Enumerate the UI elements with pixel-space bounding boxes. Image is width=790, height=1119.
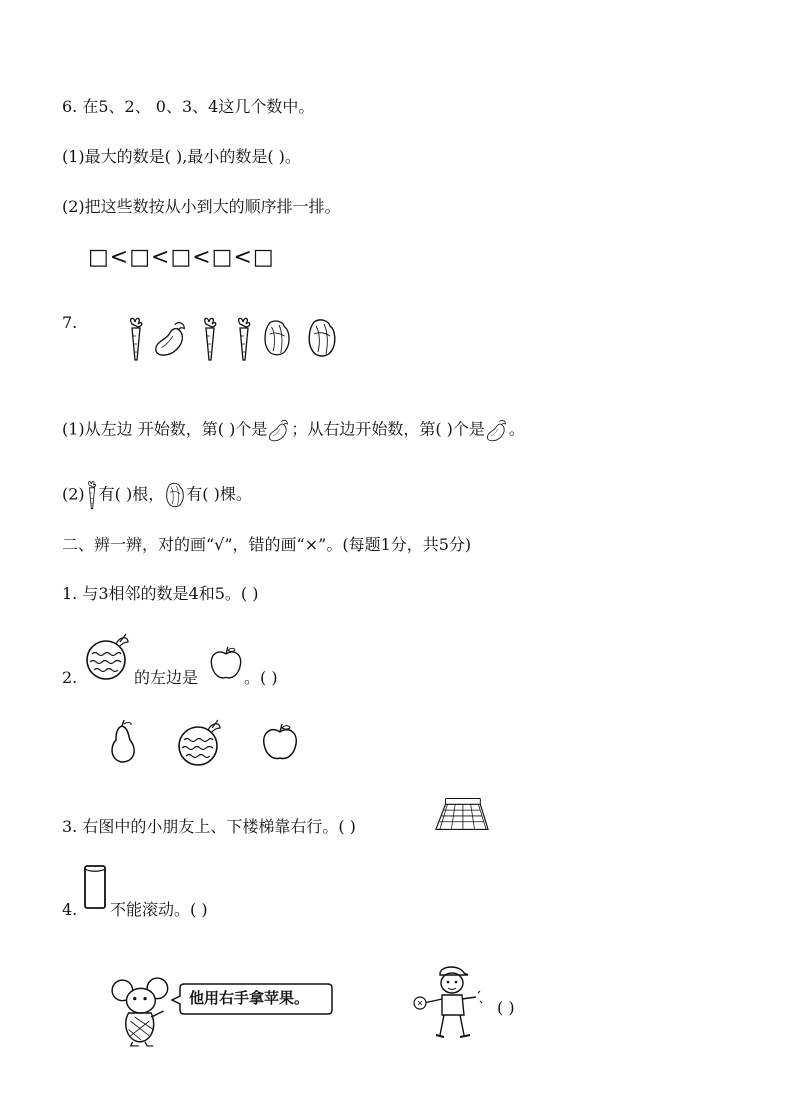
eggplant-icon xyxy=(156,323,185,355)
apple-icon xyxy=(264,724,297,758)
judge-1: 1. 与3相邻的数是4和5。( ) xyxy=(62,584,259,603)
q7-part1-end: 。 xyxy=(508,419,525,439)
carrot-icon xyxy=(85,480,99,510)
watermelon-icon xyxy=(82,632,132,682)
q7-part2-cabbage-text: 有( )棵。 xyxy=(186,484,252,504)
q6-title: 6. 在5、2、 0、3、4这几个数中。 xyxy=(62,97,315,116)
q6-part2: (2)把这些数按从小到大的顺序排一排。 xyxy=(62,197,341,216)
q7-part1-right-text: ；从右边开始数，第( )个是 xyxy=(291,419,485,439)
pear-icon xyxy=(112,720,134,762)
carrot-icon xyxy=(205,318,216,360)
q6-ordering-boxes: □<□<□<□<□ xyxy=(88,245,275,270)
boy-icon xyxy=(410,962,490,1044)
section2-heading: 二、辨一辨，对的画“√”，错的画“×”。(每题1分，共5分) xyxy=(62,535,472,554)
stairs-icon xyxy=(432,796,490,832)
cylinder-icon xyxy=(82,862,108,912)
q7-part2-carrot-text: 有( )根， xyxy=(98,484,165,504)
cabbage-icon xyxy=(309,320,335,356)
judge-4-number: 4. xyxy=(62,900,78,919)
carrot-icon xyxy=(239,318,250,360)
fruit-row xyxy=(106,718,306,768)
vegetable-row xyxy=(126,316,356,362)
speech-bubble-text: 他用右手拿苹果。 xyxy=(189,989,310,1007)
judge-3: 3. 右图中的小朋友上、下楼梯靠右行。( ) xyxy=(62,817,356,836)
q7-number: 7. xyxy=(62,313,78,332)
eggplant-icon xyxy=(267,418,291,442)
judge-5-answer-paren: ( ) xyxy=(497,998,515,1017)
judge-2-number: 2. xyxy=(62,668,78,687)
judge-2-text-b: 。( ) xyxy=(244,668,278,687)
q6-part1: (1)最大的数是( ),最小的数是( )。 xyxy=(62,147,301,166)
cabbage-icon xyxy=(164,482,186,508)
cabbage-icon xyxy=(265,321,289,355)
watermelon-icon xyxy=(179,720,220,765)
judge-4-text: 不能滚动。( ) xyxy=(110,900,208,919)
carrot-icon xyxy=(131,318,142,360)
q7-part1 xyxy=(62,418,525,442)
eggplant-icon xyxy=(485,418,509,442)
apple-icon xyxy=(208,644,244,682)
q7-part2 xyxy=(62,480,252,510)
q7-part2-label: (2) xyxy=(62,484,85,504)
q7-part1-left-text: (1)从左边 开始数，第( )个是 xyxy=(62,419,268,439)
judge-2-text-a: 的左边是 xyxy=(134,668,199,687)
